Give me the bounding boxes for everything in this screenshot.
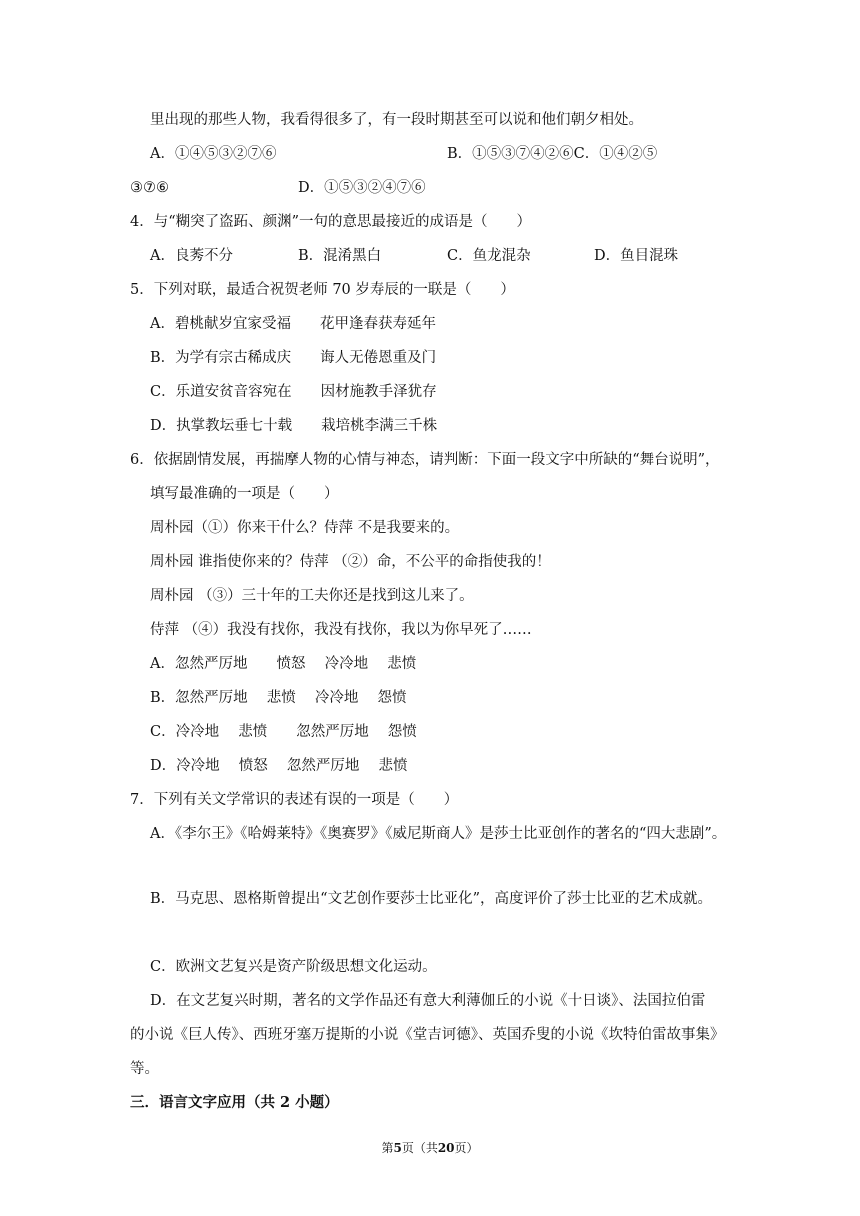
q7-option-d-end: 等。 [130,1061,159,1077]
q7-option-b: B．马克思、恩格斯曾提出“文艺创作要莎士比亚化”，高度评价了莎士比亚的艺术成就。 [150,891,712,907]
question-5: 5．下列对联，最适合祝贺老师 70 岁寿辰的一联是（ ） [130,282,515,298]
option-b-c: B．①⑤③⑦④②⑥C．①④②⑤ [447,146,658,162]
q6-option-a: A．忽然严厉地 愤怒 冷冷地 悲愤 [150,656,417,672]
q7-option-d: D．在文艺复兴时期，著名的文学作品还有意大利薄伽丘的小说《十日谈》、法国拉伯雷 [150,993,706,1009]
q5-option-d: D．执掌教坛垂七十载 栽培桃李满三千株 [150,418,438,434]
section-heading: 三．语言文字应用（共 2 小题） [130,1094,339,1111]
question-6: 6．依据剧情发展，再揣摩人物的心情与神态，请判断：下面一段文字中所缺的“舞台说明”， [130,452,720,468]
q7-option-d-cont: 的小说《巨人传》、西班牙塞万提斯的小说《堂吉诃德》、英国乔叟的小说《坎特伯雷故事集》 [130,1027,725,1043]
q7-option-c: C．欧洲文艺复兴是资产阶级思想文化运动。 [150,959,437,975]
footer-prefix: 第 [381,1141,394,1155]
q4-option-a: A．良莠不分 [150,248,233,264]
q5-option-b: B．为学有宗古稀成庆 诲人无倦恩重及门 [150,350,437,366]
q6-option-c: C．冷冷地 悲愤 忽然严厉地 怨愤 [150,724,417,740]
q6-option-d: D．冷冷地 愤怒 忽然严厉地 悲愤 [150,758,408,774]
q6-option-b: B．忽然严厉地 悲愤 冷冷地 怨愤 [150,690,407,706]
page-footer [0,1140,860,1156]
footer-mid: 页（共 [401,1141,438,1155]
footer-page-number: 5 [393,1141,402,1155]
q5-option-a: A．碧桃献岁宜家受福 花甲逢春获寿延年 [150,316,436,332]
script-line-4: 侍萍 （④）我没有找你，我没有找你，我以为你早死了…… [150,622,532,638]
question-6-cont: 填写最准确的一项是（ ） [150,486,339,502]
option-a: A．①④⑤③②⑦⑥ [150,146,277,162]
footer-suffix: 页） [454,1141,479,1155]
footer-total-pages: 20 [437,1141,455,1155]
option-d: D．①⑤③②④⑦⑥ [298,180,426,196]
text-line: 里出现的那些人物，我看得很多了，有一段时期甚至可以说和他们朝夕相处。 [150,112,643,128]
script-line-2: 周朴园 谁指使你来的？侍萍 （②）命，不公平的命指使我的！ [150,554,551,570]
question-7: 7．下列有关文学常识的表述有误的一项是（ ） [130,792,459,808]
question-4: 4．与“糊突了盗跖、颜渊”一句的意思最接近的成语是（ ） [130,214,532,230]
q4-option-c: C．鱼龙混杂 [447,248,531,264]
q5-option-c: C．乐道安贫音容宛在 因材施教手泽犹存 [150,384,437,400]
q4-option-d: D．鱼目混珠 [594,248,679,264]
q7-option-a: A．《李尔王》《哈姆莱特》《奥赛罗》《威尼斯商人》是莎士比亚创作的著名的“四大悲剧”。 [150,826,727,842]
script-line-3: 周朴园 （③）三十年的工夫你还是找到这儿来了。 [150,588,474,604]
option-c-cont: ③⑦⑥ [130,180,169,196]
q4-option-b: B．混淆黑白 [298,248,382,264]
script-line-1: 周朴园（①）你来干什么？侍萍 不是我要来的。 [150,520,460,536]
